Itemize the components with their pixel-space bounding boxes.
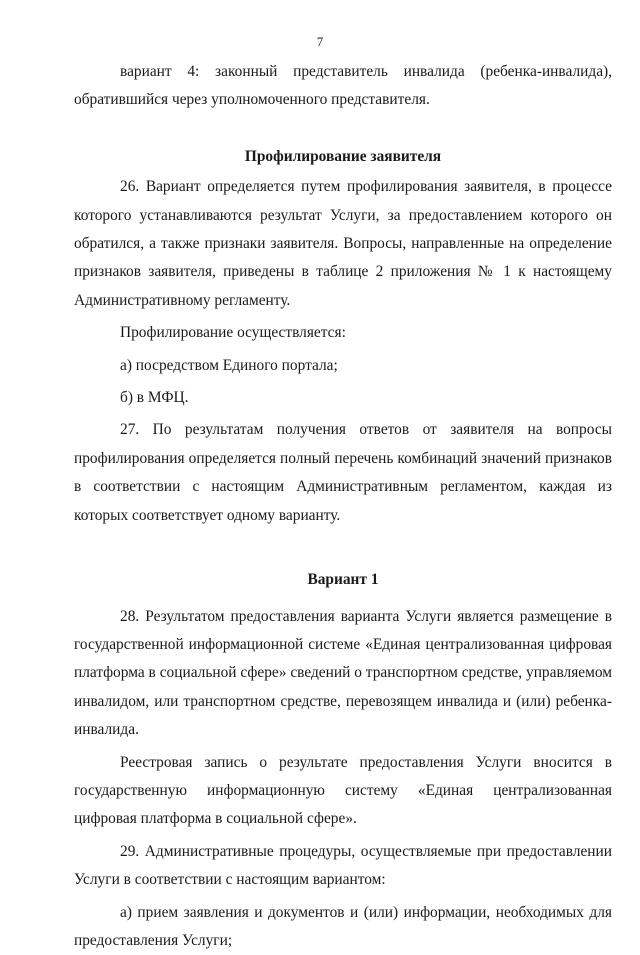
list-item-portal: а) посредством Единого портала; [120,356,338,374]
paragraph-26: 26. Вариант определяется путем профилирования заявителя, в процессе которого устанавливаются результат Услуги, за предоставлением которого он обратился, а также признаки заявителя. Вопросы, направленные на определение признаков заявителя, приведены в таблице 2 приложения № 1 к настоящему Административному регламенту. [74,178,612,309]
paragraph-profiling-methods: Профилирование осуществляется: [120,324,346,342]
heading-profiling: Профилирование заявителя [244,147,442,165]
paragraph-29: 29. Административные процедуры, осуществляемые при предоставлении Услуги в соответствии с настоящим вариантом: [74,842,612,889]
document-body [74,58,612,955]
paragraph-registry-record: Реестровая запись о результате предоставления Услуги вносится в государственную информационную систему «Единая централизованная цифровая платформа в социальной сфере». [74,753,612,828]
list-item-mfc: б) в МФЦ. [120,389,189,407]
paragraph-27: 27. По результатам получения ответов от заявителя на вопросы профилирования определяется полный перечень комбинаций значений признаков в соответствии с настоящим Административным регламентом, каждая из которых соответствует одному варианту. [74,421,612,524]
paragraph-28: 28. Результатом предоставления варианта Услуги является размещение в государственной информационной системе «Единая централизованная цифровая платформа в социальной сфере» сведений о транспортном средстве, управляемом инвалидом, или транспортном средстве, перевозящем инвалида и (или) ребенка-инвалида. [74,607,612,739]
page-number: 7 [316,34,324,49]
paragraph-variant-4: вариант 4: законный представитель инвалида (ребенка-инвалида), обратившийся через уполномоченного представителя. [74,63,612,109]
heading-variant-1: Вариант 1 [307,571,379,589]
list-item-receipt: а) прием заявления и документов и (или) информации, необходимых для предоставления Услуги; [74,903,612,949]
